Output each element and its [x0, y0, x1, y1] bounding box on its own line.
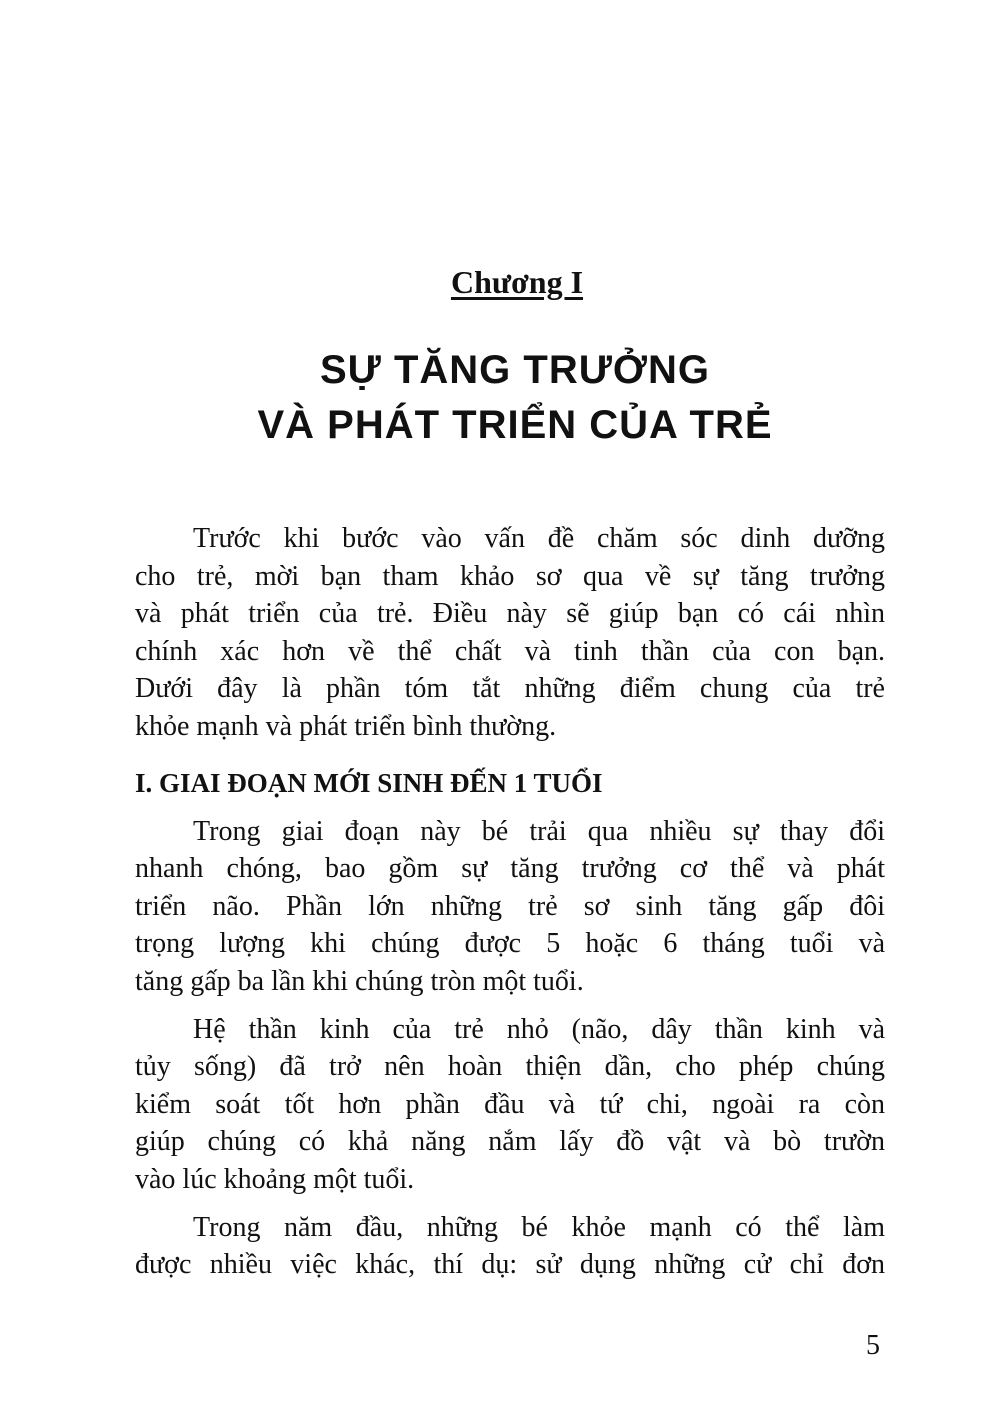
chapter-title-line-2: VÀ PHÁT TRIỂN CỦA TRẺ [257, 403, 773, 447]
chapter-title-line-1: SỰ TĂNG TRƯỞNG [319, 348, 711, 392]
text-line: tủy sống) đã trở nên hoàn thiện dần, cho phép chúng [135, 1051, 885, 1082]
text-line: kiểm soát tốt hơn phần đầu và tứ chi, ngoài ra còn [135, 1089, 885, 1120]
text-line: tăng gấp ba lần khi chúng tròn một tuổi. [135, 966, 584, 997]
section-heading: I. GIAI ĐOẠN MỚI SINH ĐẾN 1 TUỔI [135, 768, 603, 798]
chapter-label: Chương I [450, 264, 584, 300]
text-line: Trong năm đầu, những bé khỏe mạnh có thể làm [193, 1212, 885, 1243]
text-line: nhanh chóng, bao gồm sự tăng trưởng cơ thể và phát [135, 853, 885, 884]
text-line: Trong giai đoạn này bé trải qua nhiều sự thay đổi [193, 816, 885, 847]
text-line: giúp chúng có khả năng nắm lấy đồ vật và bò trườn [135, 1126, 885, 1157]
text-line: và phát triển của trẻ. Điều này sẽ giúp bạn có cái nhìn [135, 598, 885, 629]
text-line: cho trẻ, mời bạn tham khảo sơ qua về sự tăng trưởng [135, 561, 885, 592]
text-line: trọng lượng khi chúng được 5 hoặc 6 tháng tuổi và [135, 928, 885, 959]
text-line: được nhiều việc khác, thí dụ: sử dụng những cử chỉ đơn [135, 1249, 885, 1280]
text-line: Trước khi bước vào vấn đề chăm sóc dinh dưỡng [193, 523, 885, 554]
text-line: chính xác hơn về thể chất và tinh thần của con bạn. [135, 636, 885, 667]
text-line: khỏe mạnh và phát triển bình thường. [135, 711, 557, 742]
page-number: 5 [866, 1330, 880, 1361]
text-line: Hệ thần kinh của trẻ nhỏ (não, dây thần kinh và [193, 1014, 885, 1045]
text-line: triển não. Phần lớn những trẻ sơ sinh tăng gấp đôi [135, 891, 885, 922]
text-line: Dưới đây là phần tóm tắt những điểm chung của trẻ [135, 673, 885, 704]
text-line: vào lúc khoảng một tuổi. [135, 1164, 415, 1195]
